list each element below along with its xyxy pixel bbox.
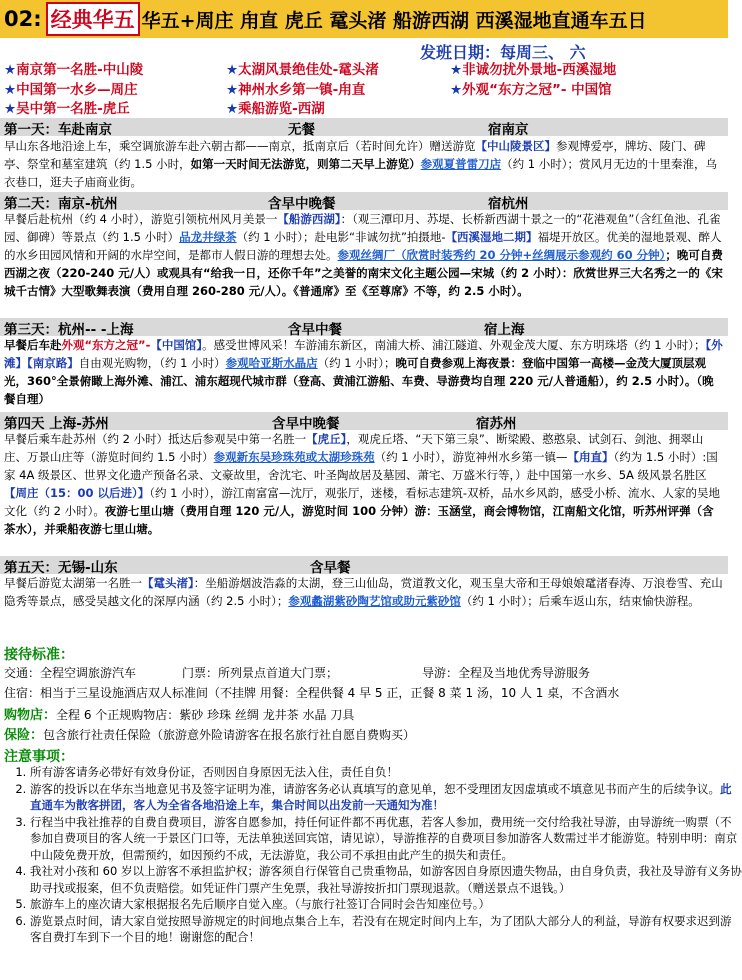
standards-row: 交通：全程空调旅游汽车 <box>4 666 137 680</box>
itinerary-text: 旅游车上的座次请大家根据报名先后顺序自觉入座。（与旅行社签订合同时会告知座位号。） <box>30 897 490 911</box>
day-hotel: 宿南京 <box>488 122 529 138</box>
itinerary-text: ，观虎丘塔、“天下第三泉”、断梁殿、憨憨泉、试剑石、剑池、拥翠山庄、万景山庄等（游览时间约 1.5 小时） <box>4 432 704 464</box>
highlight-item: ★吴中第一名胜-虎丘 <box>4 101 130 117</box>
itinerary-text: 夜游七里山塘（费用自理 120 元/人，游览时间 100 分钟）游：玉涵堂，商会博物馆，江南船文化馆，听苏州评弹（含茶水），并乘船夜游七里山塘。 <box>4 504 714 536</box>
notice-item <box>30 863 742 896</box>
day-5-header <box>0 556 728 574</box>
day-title: 第三天：杭州-- -上海 <box>4 322 134 338</box>
day-4-header <box>0 412 728 430</box>
standards-row: 导游：全程及当地优秀导游服务 <box>422 666 591 680</box>
itinerary-text: （约 1 小时）；后乘车返山东，结束愉快游程。 <box>460 594 700 608</box>
itinerary-text: 早餐后游览太湖第一名胜一 <box>4 576 142 590</box>
day-4-itinerary <box>4 430 724 554</box>
route-title: 华五+周庄 甪直 虎丘 鼋头渚 船游西湖 西溪湿地直通车五日 <box>141 9 647 32</box>
standards-row: 保险：包含旅行社责任保险（旅游意外险请游客在报名旅行社自愿自费购买） <box>4 728 416 743</box>
notice-heading: 注意事项： <box>4 749 74 765</box>
highlight-item: ★南京第一名胜-中山陵 <box>4 62 144 78</box>
attraction-name: 【中国馆】 <box>150 338 203 352</box>
itinerary-text: 游客的投诉以在华东当地意见书及签字证明为准，请游客务必认真填写的意见单，恕不受理团友因虚填或不填意见书而产生的后续争议。 <box>30 781 720 796</box>
notice-item <box>30 781 742 814</box>
day-meals: 含早中晚餐 <box>268 196 336 212</box>
itinerary-text: 外观“东方之冠”- <box>61 338 151 352</box>
route-boxed-title: 经典华五 <box>46 2 140 36</box>
itinerary-text: 所有游客请务必带好有效身份证，否则因自身原因无法入住，责任自负！ <box>30 765 398 779</box>
itinerary-text: 早餐后乘车赴苏州（约 2 小时）抵达后参观吴中第一名胜一 <box>4 432 307 446</box>
itinerary-text: （约 1 小时）；赏风月无边的十里秦淮，乌衣巷口，逛夫子庙商业街。 <box>4 157 717 189</box>
attraction-name: 【船游西湖】 <box>277 212 341 226</box>
attraction-name: 此直通车为散客拼团，客人为全省各地沿途上车，集合时间以出发前一天通知为准！ <box>30 781 732 812</box>
day-hotel: 宿杭州 <box>488 196 529 212</box>
day-meals: 含早中晚餐 <box>272 416 340 432</box>
standards-row: 购物店：全程 6 个正规购物店：紫砂 珍珠 丝绸 龙井茶 水晶 刀具 <box>4 708 355 723</box>
highlight-item: ★外观“东方之冠”- 中国馆 <box>450 82 612 98</box>
highlight-item: ★神州水乡第一镇-甪直 <box>226 82 366 98</box>
highlight-item: ★非诚勿扰外景地-西溪湿地 <box>450 62 617 78</box>
day-2-header <box>0 192 728 210</box>
day-hotel: 宿上海 <box>484 322 525 338</box>
day-meals: 无餐 <box>288 122 315 138</box>
shop-link[interactable]: 品龙井绿茶 <box>179 230 237 244</box>
shop-link[interactable]: 参观新东吴珍珠苑或太湖珍珠苑 <box>213 450 375 464</box>
day-meals: 含早餐 <box>310 560 351 576</box>
itinerary-text: ；晚可自费西湖之夜（220-240 元/人）或观具有“给我一日，还你千年”之美誉的南宋文化主题公园—宋城（约 2 小时）：欣赏世界三大名秀之一的《宋城千古情》大型歌舞表演（费用自理 260-280 元/人）。《普通席》至《至尊席》不等，约 2.5 小时）。 <box>4 248 723 298</box>
day-3-itinerary <box>4 336 724 410</box>
attraction-name: 【虎丘】 <box>306 432 347 446</box>
highlight-item: ★乘船游览-西湖 <box>226 101 325 117</box>
itinerary-text: （约 1 小时），游览神州水乡第一镇— <box>374 450 568 464</box>
star-icon: ★ <box>4 101 17 117</box>
day-title: 第二天：南京-杭州 <box>4 196 118 212</box>
route-code: 02: <box>4 7 42 31</box>
standards-row: 住宿：相当于三星设施酒店双人标准间（不挂牌 用餐：全程供餐 4 早 5 正，正餐 8 菜 1 汤，10 人 1 桌，不含酒水 <box>4 686 620 700</box>
notice-item <box>30 896 742 913</box>
itinerary-text: 如第一天时间无法游览，则第二天早上游览） <box>190 157 421 171</box>
itinerary-text: 自由观光购物，（约 1 小时） <box>78 356 226 370</box>
shop-link[interactable]: 参观哈亚斯水晶店 <box>225 356 318 370</box>
star-icon: ★ <box>226 82 239 98</box>
attraction-name: 【甪直】 <box>567 450 614 464</box>
itinerary-text: 早餐后车赴 <box>4 338 62 352</box>
title-banner <box>0 0 728 38</box>
star-icon: ★ <box>4 62 17 78</box>
highlight-item: ★太湖风景绝佳处-鼋头渚 <box>226 62 379 78</box>
standards-heading: 接待标准： <box>4 647 74 663</box>
day-5-itinerary <box>4 574 724 628</box>
day-1-itinerary <box>4 137 724 193</box>
itinerary-text: 早山东各地沿途上车，乘空调旅游车赴六朝古都——南京，抵南京后（若时间允许）赠送游览 <box>4 139 476 153</box>
itinerary-text: 早餐后赴杭州（约 4 小时），游览引领杭州风月美景一 <box>4 212 278 226</box>
standards-row: 门票：所列景点首道大门票； <box>182 666 339 680</box>
day-title: 第四天 上海-苏州 <box>4 416 109 432</box>
itinerary-text: （约 1 小时），游江南富富—沈厅，观张厅，迷楼，看标志建筑-双桥，品水乡风韵，感受小桥、流水、人家的吴地文化（约 2 小时）。 <box>4 486 721 518</box>
notice-list <box>8 764 742 946</box>
itinerary-text: 我社对小孩和 60 岁以上游客不承担监护权；游客须自行保管自己贵重物品，如游客因自身原因遗失物品，由自身负责，我社及导游有义务协助寻找或报案，但不负责赔偿。如凭证件门票产生免票，我社导游按折扣门票现退款。（赠送景点不退钱。） <box>30 864 742 895</box>
itinerary-text: （约 1 小时）； <box>317 356 396 370</box>
itinerary-text: ：（观三潭印月、苏堤、长桥新西湖十景之一的“花港观鱼”（含红鱼池、孔雀园、御碑）等景点（约 1.5 小时） <box>4 212 721 244</box>
day-meals: 含早中餐 <box>288 322 342 338</box>
star-icon: ★ <box>4 82 17 98</box>
notice-item <box>30 913 742 946</box>
departure-dates: 发班日期：每周三、 六 <box>420 43 586 62</box>
itinerary-text: 晚可自费参观上海夜景：登临中国第一高楼—金茂大厦顶层观光，360°全景俯瞰上海外滩、浦江、浦东超现代城市群（登高、黄浦江游船、车费、导游费均自理 220 元/人普通船），约 2.5 小时）。（晚餐自理） <box>4 356 714 406</box>
itinerary-text: 。感受世博风采！车游浦东新区，南浦大桥、浦江隧道、外观金茂大厦、东方明珠塔（约 1 小时）； <box>202 338 706 352</box>
shop-link[interactable]: 参观丝绸厂（欣赏时装秀约 20 分钟+丝绸展示参观约 60 分钟） <box>337 248 666 262</box>
star-icon: ★ <box>226 62 239 78</box>
attraction-name: 【外滩】【南京路】 <box>4 338 723 370</box>
highlight-item: ★中国第一水乡—周庄 <box>4 82 138 98</box>
day-3-header <box>0 318 728 336</box>
day-hotel: 宿苏州 <box>476 416 517 432</box>
star-icon: ★ <box>450 82 463 98</box>
itinerary-text: （约为 1.5 小时）:国家 4A 级景区、世界文化遗产预备名录、文豪故里，舍沈宅、叶圣陶故居及墓园、萧宅、万盛米行等，）赴中国第一水乡、5A 级风景名胜区 <box>4 450 718 482</box>
itinerary-text: 游览景点时间，请大家自觉按照导游规定的时间地点集合上车，若没有在规定时间内上车，为了团队大部分人的利益，导游有权要求迟到游客自费打车到下一个目的地！谢谢您的配合！ <box>30 913 732 944</box>
day-2-itinerary <box>4 210 724 318</box>
day-title: 第一天：车赴南京 <box>4 122 112 138</box>
itinerary-text: 参观博爱亭，牌坊、陵门、碑亭、祭堂和墓室建筑（约 1.5 小时， <box>4 139 706 171</box>
attraction-name: 【中山陵景区】 <box>475 139 556 153</box>
star-icon: ★ <box>226 101 239 117</box>
star-icon: ★ <box>450 62 463 78</box>
itinerary-text: （约 1 小时）；赴电影“非诚勿扰”拍摄地- <box>236 230 446 244</box>
itinerary-text: 福堤开放区。优美的湿地景观、醉人的水乡田园风情和开阔的水岸空间，是都市人假日游的理想去处。 <box>4 230 722 262</box>
notice-item <box>30 764 742 781</box>
itinerary-text: 行程当中我社推荐的自费自费项目，游客自愿参加，持任何证件都不再优惠，若客人参加，费用统一交付给我社导游，由导游统一购票（不参加自费项目的客人统一于景区门口等，无法单独送回宾馆，请见谅），导游推荐的自费项目参加游客人数需过半才能游览。特别申明：南京中山陵免费开放，但需预约，如因预约不成，无法游览，我公司不承担由此产生的损失和责任。 <box>30 814 738 862</box>
attraction-name: 【鼋头渚】 <box>142 576 194 590</box>
itinerary-text: ：坐船游烟波浩淼的太湖，登三山仙岛，赏道教文化，观玉皇大帝和王母娘娘鼋渚春涛、万浪卷雪、充山隐秀等景点，感受吴越文化的深厚内涵（约 2.5 小时）； <box>4 576 723 608</box>
day-title: 第五天：无锡-山东 <box>4 560 118 576</box>
shop-link[interactable]: 参观蠡湖紫砂陶艺馆或助元紫砂馆 <box>288 594 461 608</box>
attraction-name: 【周庄（15：00 以后进）】 <box>4 486 150 500</box>
shop-link[interactable]: 参观夏普雷刀店 <box>420 157 502 171</box>
attraction-name: 【西溪湿地二期】 <box>445 230 538 244</box>
day-1-header <box>0 118 728 136</box>
notice-item <box>30 814 742 864</box>
